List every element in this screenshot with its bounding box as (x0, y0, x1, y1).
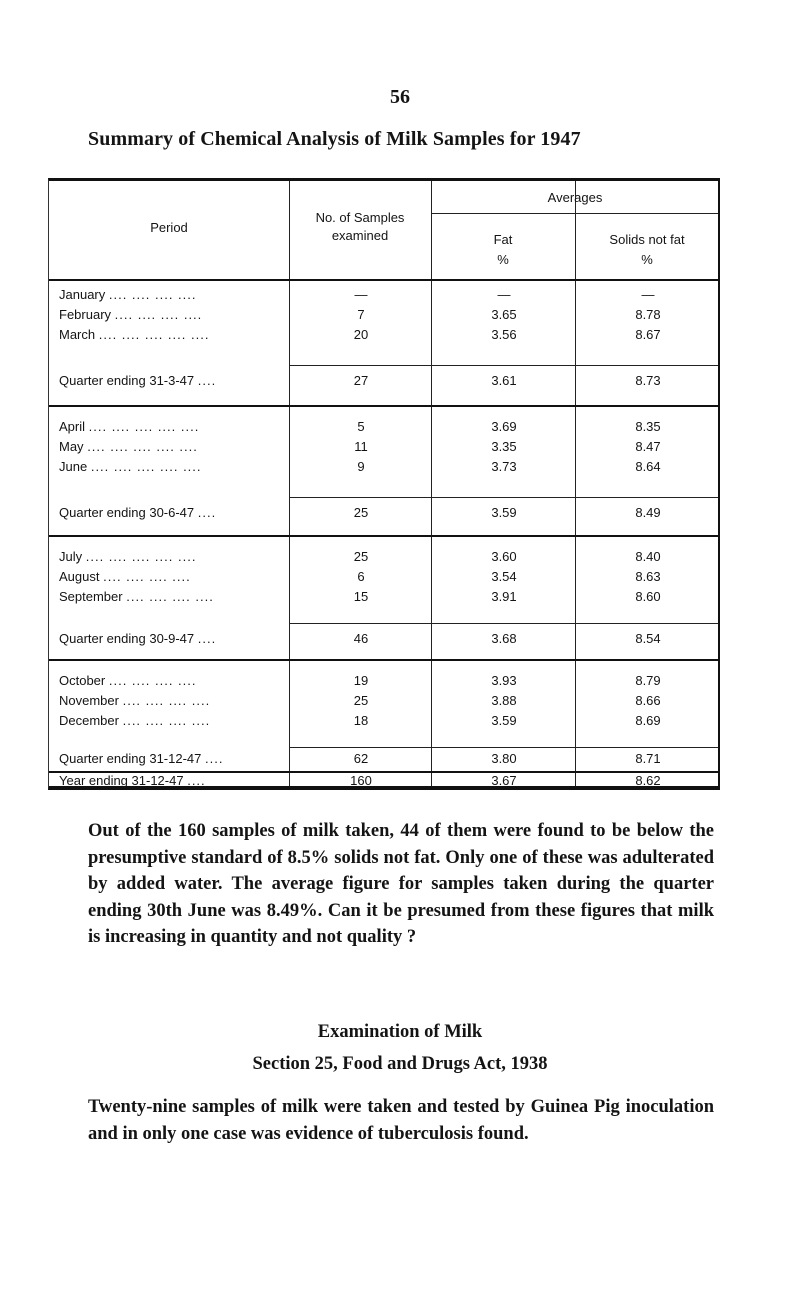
quarter-snf: 8.54 (635, 631, 661, 646)
row-snf: 8.69 (635, 713, 661, 728)
row-period: April .... .... .... .... .... (59, 419, 200, 434)
row-snf: 8.60 (635, 589, 661, 604)
quarter-samples: 25 (353, 505, 369, 520)
column-divider (289, 181, 290, 786)
row-snf: 8.64 (635, 459, 661, 474)
row-fat: 3.54 (491, 569, 517, 584)
row-period: November .... .... .... .... (59, 693, 211, 708)
section-heading: Examination of Milk (317, 1022, 483, 1042)
column-divider (575, 181, 576, 786)
row-fat: 3.59 (491, 713, 517, 728)
row-period: May .... .... .... .... .... (59, 439, 198, 454)
quarter-rule (289, 747, 718, 748)
row-period: August .... .... .... .... (59, 569, 191, 584)
tuberculosis-paragraph: Twenty-nine samples of milk were taken and tested by Guinea Pig inoculation and in only one case was evidence of tuberculosis found. (88, 1097, 714, 1144)
header-snf: Solids not fat (609, 232, 685, 247)
section-rule (49, 405, 718, 407)
row-samples: 5 (357, 419, 365, 434)
row-samples: 20 (353, 327, 369, 342)
header-period: Period (150, 220, 188, 235)
quarter-samples: 27 (353, 373, 369, 388)
row-snf: 8.79 (635, 673, 661, 688)
row-fat: 3.69 (491, 419, 517, 434)
header-fat-unit: % (497, 252, 509, 267)
row-snf: 8.35 (635, 419, 661, 434)
year-snf: 8.62 (635, 773, 661, 788)
quarter-period: Quarter ending 31-3-47 .... (59, 373, 217, 388)
quarter-snf: 8.49 (635, 505, 661, 520)
row-snf: 8.78 (635, 307, 661, 322)
quarter-rule (289, 365, 718, 366)
row-samples: 19 (353, 673, 369, 688)
quarter-period: Quarter ending 31-12-47 .... (59, 751, 224, 766)
row-samples: 9 (357, 459, 365, 474)
row-period: December .... .... .... .... (59, 713, 211, 728)
averages-divider (431, 213, 718, 214)
header-snf-unit: % (641, 252, 653, 267)
quarter-snf: 8.71 (635, 751, 661, 766)
quarter-period: Quarter ending 30-9-47 .... (59, 631, 217, 646)
row-samples: 6 (357, 569, 365, 584)
quarter-snf: 8.73 (635, 373, 661, 388)
header-fat: Fat (493, 232, 513, 247)
quarter-rule (289, 623, 718, 624)
quarter-samples: 62 (353, 751, 369, 766)
quarter-period: Quarter ending 30-6-47 .... (59, 505, 217, 520)
section-subheading: Section 25, Food and Drugs Act, 1938 (252, 1054, 548, 1074)
row-period: March .... .... .... .... .... (59, 327, 210, 342)
quarter-samples: 46 (353, 631, 369, 646)
column-divider (431, 181, 432, 786)
quarter-rule (289, 497, 718, 498)
row-fat: 3.88 (491, 693, 517, 708)
milk-analysis-table (48, 178, 720, 790)
quarter-fat: 3.59 (491, 505, 517, 520)
row-period: October .... .... .... .... (59, 673, 197, 688)
row-snf: 8.63 (635, 569, 661, 584)
row-snf: 8.66 (635, 693, 661, 708)
row-period: July .... .... .... .... .... (59, 549, 197, 564)
row-snf: 8.67 (635, 327, 661, 342)
row-fat: 3.91 (491, 589, 517, 604)
row-fat: 3.73 (491, 459, 517, 474)
row-samples: 25 (353, 549, 369, 564)
quarter-fat: 3.68 (491, 631, 517, 646)
page-number: 56 (390, 86, 410, 108)
row-samples: 11 (354, 439, 368, 454)
section-rule (49, 535, 718, 537)
quarter-fat: 3.61 (491, 373, 517, 388)
summary-paragraph: Out of the 160 samples of milk taken, 44 of them were found to be below the presumptive standard of 8.5% solids not fat. Only one of these was adulterated by added water. The average figure for samples taken during the quarter ending 30th June was 8.49%. Can it be presumed from these figures that milk is increasing in quantity and not quality ? (88, 821, 714, 947)
header-samples: No. of Samples examined (315, 210, 405, 243)
row-fat: 3.65 (491, 307, 517, 322)
row-samples: 15 (353, 589, 369, 604)
header-averages: Averages (547, 190, 603, 205)
row-period: June .... .... .... .... .... (59, 459, 202, 474)
row-fat: 3.35 (491, 439, 517, 454)
row-snf: 8.47 (635, 439, 661, 454)
row-period: September .... .... .... .... (59, 589, 214, 604)
row-samples: 18 (353, 713, 369, 728)
year-period: Year ending 31-12-47 .... (59, 773, 206, 788)
year-samples: 160 (350, 773, 372, 788)
row-snf: 8.40 (635, 549, 661, 564)
quarter-fat: 3.80 (491, 751, 517, 766)
row-period: February .... .... .... .... (59, 307, 203, 322)
row-period: January .... .... .... .... (59, 287, 197, 302)
row-samples: 7 (357, 307, 365, 322)
page-title: Summary of Chemical Analysis of Milk Samples for 1947 (88, 128, 581, 150)
section-rule (49, 659, 718, 661)
row-fat: 3.93 (491, 673, 517, 688)
row-snf: — (641, 287, 655, 302)
row-fat: 3.56 (491, 327, 517, 342)
row-fat: 3.60 (491, 549, 517, 564)
header-rule (49, 279, 718, 281)
row-samples: — (354, 287, 368, 302)
row-fat: — (497, 287, 511, 302)
row-samples: 25 (353, 693, 369, 708)
year-fat: 3.67 (491, 773, 517, 788)
